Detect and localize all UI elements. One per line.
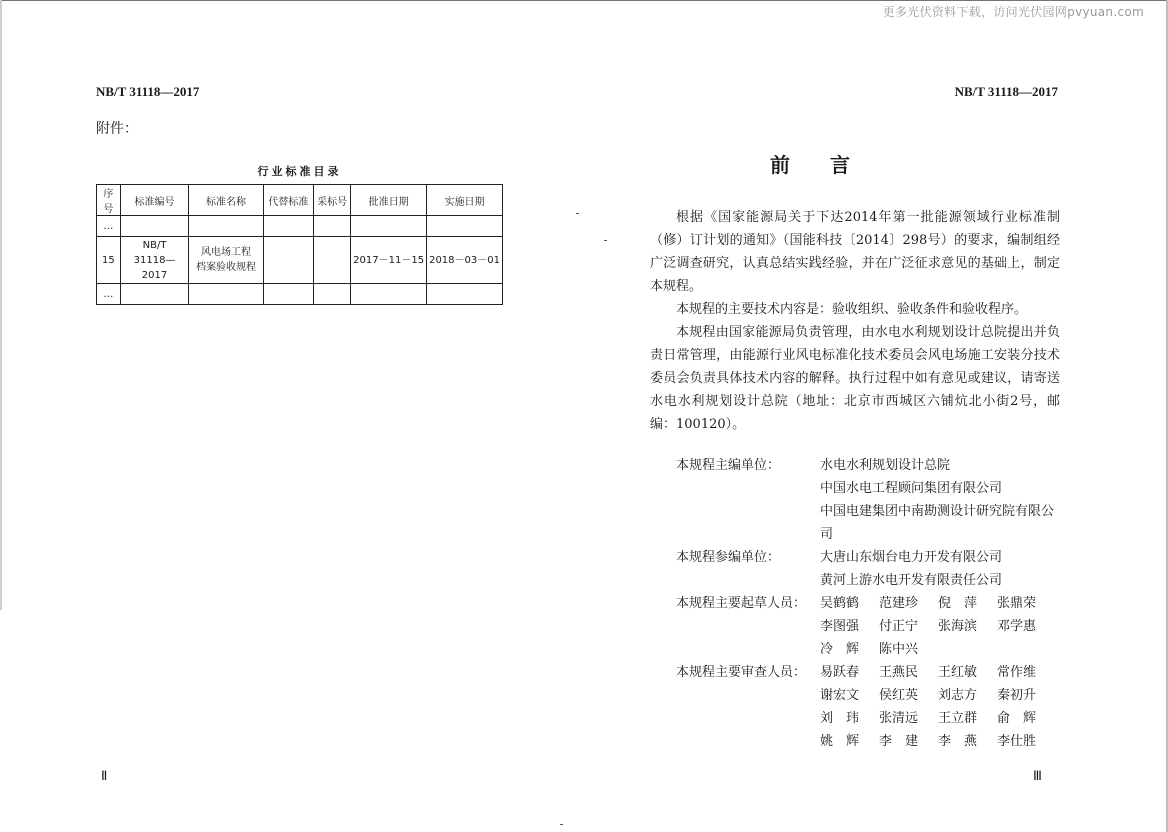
person-name: 姚 辉 xyxy=(820,734,860,749)
preface-paragraph: 本规程由国家能源局负责管理，由水电水利规划设计总院提出并负责日常管理，由能源行业风电标准化技术委员会风电场施工安装分技术委员会负责具体技术内容的解释。执行过程中如有意见或建议，请寄送水电水利规划设计总院（地址：北京市西城区六铺炕北小街2号，邮编：100120）。 xyxy=(650,325,1060,432)
co-editor-units xyxy=(820,546,1060,592)
watermark-text: 更多光伏资料下载，访问光伏园网pvyuan.com xyxy=(882,5,1144,19)
scan-left-edge xyxy=(0,0,2,610)
table-title: 行业标准目录 xyxy=(257,165,342,178)
standards-catalog-table xyxy=(96,184,503,305)
drafters-label: 本规程主要起草人员： xyxy=(676,596,807,611)
table-header-cell: 标准编号 xyxy=(120,185,189,216)
table-header-cell: 标准名称 xyxy=(189,185,263,216)
scan-speck xyxy=(560,824,563,825)
table-cell: 2018－03－01 xyxy=(427,237,503,284)
co-editor-label: 本规程参编单位： xyxy=(676,550,781,565)
person-name: 李 燕 xyxy=(938,734,978,749)
person-name: 易跃春 xyxy=(820,665,860,680)
attachment-label: 附件： xyxy=(96,121,138,137)
table-row xyxy=(97,216,503,237)
reviewers-row xyxy=(676,661,1060,753)
person-name: 冷 辉 xyxy=(820,642,860,657)
table-cell: … xyxy=(97,284,121,305)
person-name: 谢宏文 xyxy=(820,688,860,703)
table-cell xyxy=(351,216,427,237)
unit-name: 中国水电工程顾问集团有限公司 xyxy=(820,481,1003,496)
preface-paragraph: 根据《国家能源局关于下达2014年第一批能源领域行业标准制（修）订计划的通知》（国能科技〔2014〕298号）的要求，编制组经广泛调查研究，认真总结实践经验，并在广泛征求意见的基础上，制定本规程。 xyxy=(650,210,1060,294)
co-editor-row xyxy=(676,546,1060,592)
table-cell xyxy=(263,284,313,305)
person-name: 张清远 xyxy=(879,711,919,726)
table-cell: 风电场工程 档案验收规程 xyxy=(189,237,263,284)
table-cell: NB/T 31118—2017 xyxy=(120,237,189,284)
table-cell xyxy=(314,237,351,284)
scan-speck xyxy=(604,240,607,241)
preface-body xyxy=(650,206,1060,436)
person-name: 李 建 xyxy=(879,734,919,749)
table-cell xyxy=(189,216,263,237)
person-name: 李仕胜 xyxy=(997,734,1037,749)
table-header-cell: 代替标准 xyxy=(263,185,313,216)
table-cell xyxy=(314,284,351,305)
drafters-row xyxy=(676,592,1060,661)
standard-code-right: NB/T 31118—2017 xyxy=(954,84,1058,99)
person-name: 张海滨 xyxy=(938,619,978,634)
reviewers-names xyxy=(820,661,1056,753)
table-cell xyxy=(189,284,263,305)
person-name: 侯红英 xyxy=(879,688,919,703)
chief-editor-row xyxy=(676,454,1060,546)
table-header-cell: 采标号 xyxy=(314,185,351,216)
reviewers-label: 本规程主要审查人员： xyxy=(676,665,807,680)
person-name: 王红敏 xyxy=(938,665,978,680)
table-cell xyxy=(427,216,503,237)
person-name: 陈中兴 xyxy=(879,642,919,657)
chief-editor-label: 本规程主编单位： xyxy=(676,458,781,473)
preface-paragraph: 本规程的主要技术内容是：验收组织、验收条件和验收程序。 xyxy=(676,302,1028,317)
table-row xyxy=(97,284,503,305)
person-name: 常作维 xyxy=(997,665,1037,680)
person-name: 倪 萍 xyxy=(938,596,978,611)
person-name: 付正宁 xyxy=(879,619,919,634)
unit-name: 黄河上游水电开发有限责任公司 xyxy=(820,573,1003,588)
person-name: 张鼎荣 xyxy=(997,596,1037,611)
person-name: 王燕民 xyxy=(879,665,919,680)
table-header-cell: 实施日期 xyxy=(427,185,503,216)
table-header-row xyxy=(97,185,503,216)
person-name: 李图强 xyxy=(820,619,860,634)
page-number-left: Ⅱ xyxy=(101,768,108,783)
table-row xyxy=(97,237,503,284)
unit-name: 大唐山东烟台电力开发有限公司 xyxy=(820,550,1003,565)
person-name: 俞 辉 xyxy=(997,711,1037,726)
page-number-right: Ⅲ xyxy=(1033,768,1042,783)
person-name: 王立群 xyxy=(938,711,978,726)
standard-code-left: NB/T 31118—2017 xyxy=(96,84,200,99)
person-name: 范建珍 xyxy=(879,596,919,611)
preface-title: 前言 xyxy=(770,153,890,177)
unit-name: 水电水利规划设计总院 xyxy=(820,458,951,473)
table-cell: 2017－11－15 xyxy=(351,237,427,284)
person-name: 刘志方 xyxy=(938,688,978,703)
table-header-cell: 批准日期 xyxy=(351,185,427,216)
table-cell xyxy=(427,284,503,305)
table-cell xyxy=(120,284,189,305)
table-cell xyxy=(263,237,313,284)
drafters-names xyxy=(820,592,1056,661)
unit-name: 中国电建集团中南勘测设计研究院有限公司 xyxy=(820,504,1055,542)
chief-editor-units xyxy=(820,454,1060,546)
table-cell xyxy=(120,216,189,237)
contributors-section xyxy=(676,454,1060,753)
person-name: 秦初升 xyxy=(997,688,1037,703)
table-cell xyxy=(314,216,351,237)
table-header-cell: 序号 xyxy=(97,185,121,216)
table-cell xyxy=(263,216,313,237)
person-name: 刘 玮 xyxy=(820,711,860,726)
person-name: 吴鹤鹤 xyxy=(820,596,860,611)
table-cell: 15 xyxy=(97,237,121,284)
scan-speck xyxy=(576,213,579,214)
table-cell xyxy=(351,284,427,305)
person-name: 邓学惠 xyxy=(997,619,1037,634)
table-cell: … xyxy=(97,216,121,237)
